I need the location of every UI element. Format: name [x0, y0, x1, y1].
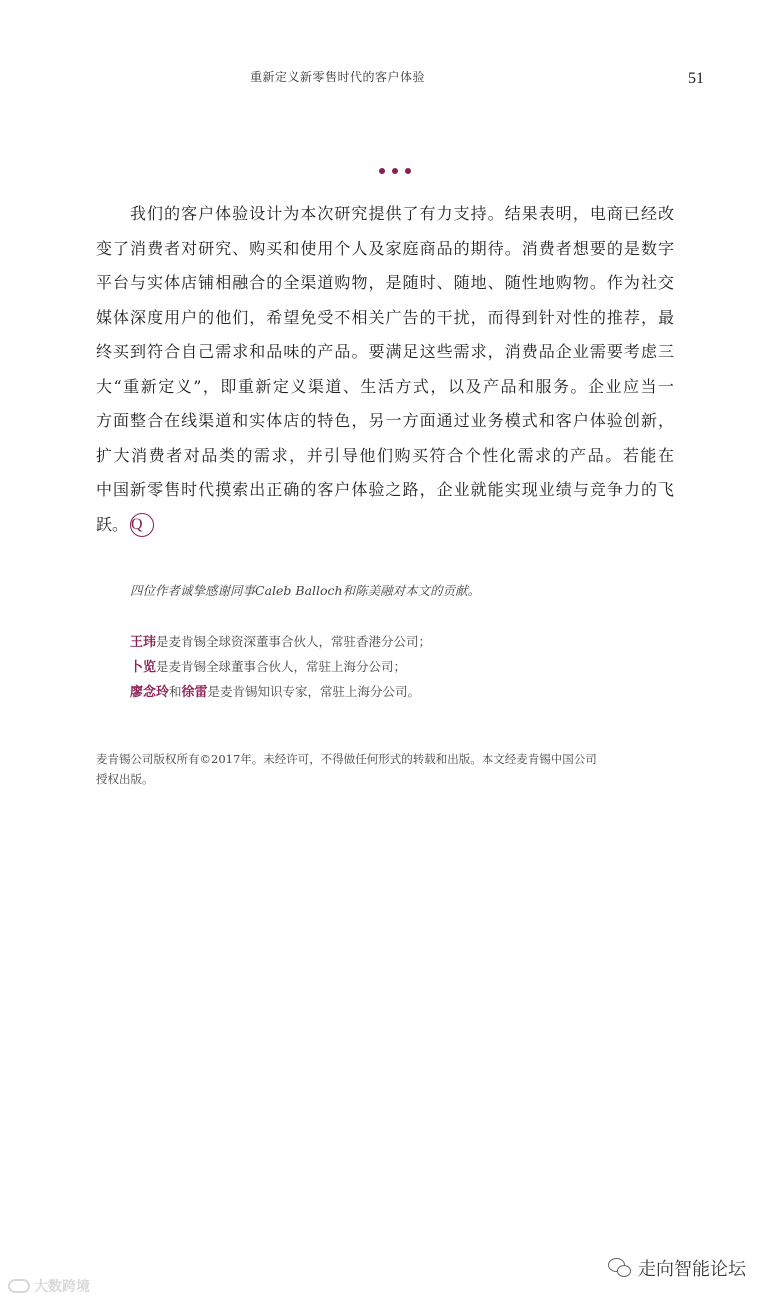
paragraph-line: 大“重新定义”，即重新定义渠道、生活方式，以及产品和服务。企业应当一 — [96, 376, 674, 396]
paragraph-line: 我们的客户体验设计为本次研究提供了有力支持。结果表明，电商已经改 — [130, 204, 674, 223]
paragraph-line: 方面整合在线渠道和实体店的特色，另一方面通过业务模式和客户体验创新， — [96, 411, 674, 430]
copyright-line: 授权出版。 — [96, 772, 154, 786]
watermark-label: 走向智能论坛 — [638, 1259, 746, 1280]
paragraph-last-line — [96, 508, 674, 543]
source-watermark — [8, 1276, 90, 1296]
paragraph-line: 平台与实体店铺相融合的全渠道购物，是随时、随地、随性地购物。作为社交 — [96, 273, 674, 292]
section-divider-dots — [379, 168, 411, 174]
end-mark-icon: Q — [130, 513, 154, 537]
author-name: 徐雷 — [181, 685, 208, 700]
running-title: 重新定义新零售时代的客户体验 — [250, 70, 426, 84]
author-desc: 是麦肯锡全球董事合伙人，常驻上海分公司； — [156, 659, 407, 674]
author-name: 廖念玲 — [130, 685, 170, 700]
author-desc: 是麦肯锡知识专家，常驻上海分公司。 — [207, 684, 421, 699]
paragraph-line: 媒体深度用户的他们，希望免受不相关广告的干扰，而得到针对性的推荐，最 — [96, 307, 674, 327]
author-connector: 和 — [169, 684, 182, 699]
cloud-logo-icon — [8, 1279, 30, 1293]
divider-dot — [392, 168, 398, 174]
author-bios — [130, 630, 431, 705]
watermark-label: 大数跨境 — [34, 1279, 90, 1295]
author-bio — [130, 655, 431, 680]
divider-dot — [379, 168, 385, 174]
author-bio — [130, 630, 431, 655]
divider-dot — [405, 168, 411, 174]
acknowledgement: 四位作者诚挚感谢同事Caleb Balloch和陈美融对本文的贡献。 — [130, 583, 481, 598]
author-name: 卜览 — [130, 660, 157, 675]
wechat-icon — [608, 1258, 632, 1278]
paragraph-line: 变了消费者对研究、购买和使用个人及家庭商品的期待。消费者想要的是数字 — [96, 238, 674, 258]
author-bio — [130, 680, 431, 705]
wechat-watermark — [608, 1255, 746, 1281]
author-desc: 是麦肯锡全球资深董事合伙人，常驻香港分公司； — [156, 634, 432, 649]
copyright-notice — [96, 749, 676, 789]
body-paragraph — [96, 197, 674, 542]
paragraph-line: 扩大消费者对品类的需求，并引导他们购买符合个性化需求的产品。若能在 — [96, 445, 674, 465]
paragraph-line-text: 跃。 — [96, 514, 129, 534]
paragraph-line: 中国新零售时代摸索出正确的客户体验之路，企业就能实现业绩与竞争力的飞 — [96, 480, 674, 499]
author-name: 王玮 — [130, 635, 157, 650]
page-number: 51 — [688, 70, 704, 87]
paragraph-line: 终买到符合自己需求和品味的产品。要满足这些需求，消费品企业需要考虑三 — [96, 342, 674, 361]
copyright-line: 麦肯锡公司版权所有©2017年。未经许可，不得做任何形式的转载和出版。本文经麦肯锡中国公司 — [96, 752, 597, 766]
